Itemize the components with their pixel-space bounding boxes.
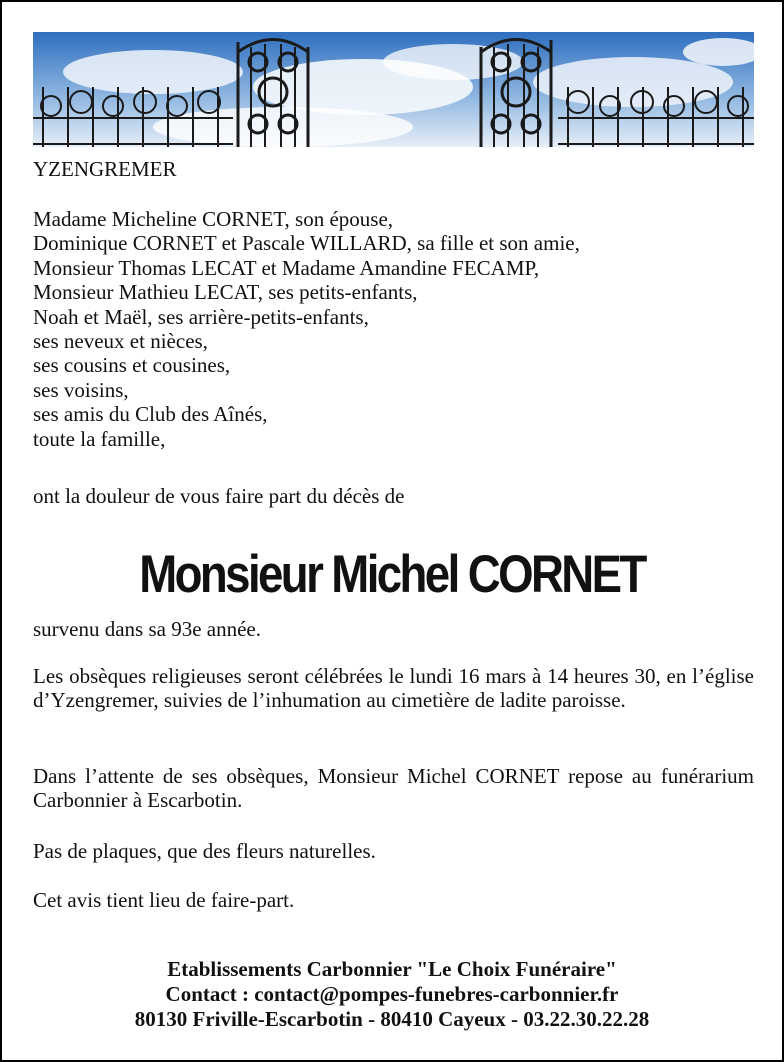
family-line: Madame Micheline CORNET, son épouse, xyxy=(33,207,394,231)
announcement-intro: ont la douleur de vous faire part du décès de xyxy=(33,484,405,508)
age-line: survenu dans sa 93e année. xyxy=(33,617,262,641)
family-line: Monsieur Thomas LECAT et Madame Amandine FECAMP, xyxy=(33,255,540,280)
town-name: YZENGREMER xyxy=(33,157,177,181)
family-line: Monsieur Mathieu LECAT, ses petits-enfants, xyxy=(33,280,418,305)
family-line: ses cousins et cousines, xyxy=(33,353,231,378)
contact-line: Contact : contact@pompes-funebres-carbonnier.fr xyxy=(165,982,619,1006)
family-line: toute la famille, xyxy=(33,426,166,451)
resting-place: Dans l’attente de ses obsèques, Monsieur Michel CORNET repose au funérarium Carbonnier à Escarbotin. xyxy=(33,764,754,813)
family-line: ses voisins, xyxy=(33,377,129,402)
family-list xyxy=(33,207,754,451)
company-name: Etablissements Carbonnier "Le Choix Funéraire" xyxy=(167,957,617,981)
family-line: ses amis du Club des Aînés, xyxy=(33,402,268,427)
banner-image xyxy=(33,32,754,147)
gate-sky-banner xyxy=(33,32,754,147)
address-line: 80130 Friville-Escarbotin - 80410 Cayeux - 03.22.30.22.28 xyxy=(134,1007,650,1031)
family-line: ses neveux et nièces, xyxy=(33,329,208,354)
family-line: Noah et Maël, ses arrière-petits-enfants, xyxy=(33,304,369,329)
faire-part-note: Cet avis tient lieu de faire-part. xyxy=(33,888,295,912)
deceased-name: Monsieur Michel CORNET xyxy=(139,545,645,604)
flowers-note: Pas de plaques, que des fleurs naturelles. xyxy=(33,839,376,863)
family-line: Dominique CORNET et Pascale WILLARD, sa fille et son amie, xyxy=(33,231,580,256)
ceremony-details: Les obsèques religieuses seront célébrées le lundi 16 mars à 14 heures 30, en l’église d’Yzengremer, suivies de l’inhumation au cimetière de ladite paroisse. xyxy=(33,664,754,713)
funeral-home-footer xyxy=(2,957,782,1032)
